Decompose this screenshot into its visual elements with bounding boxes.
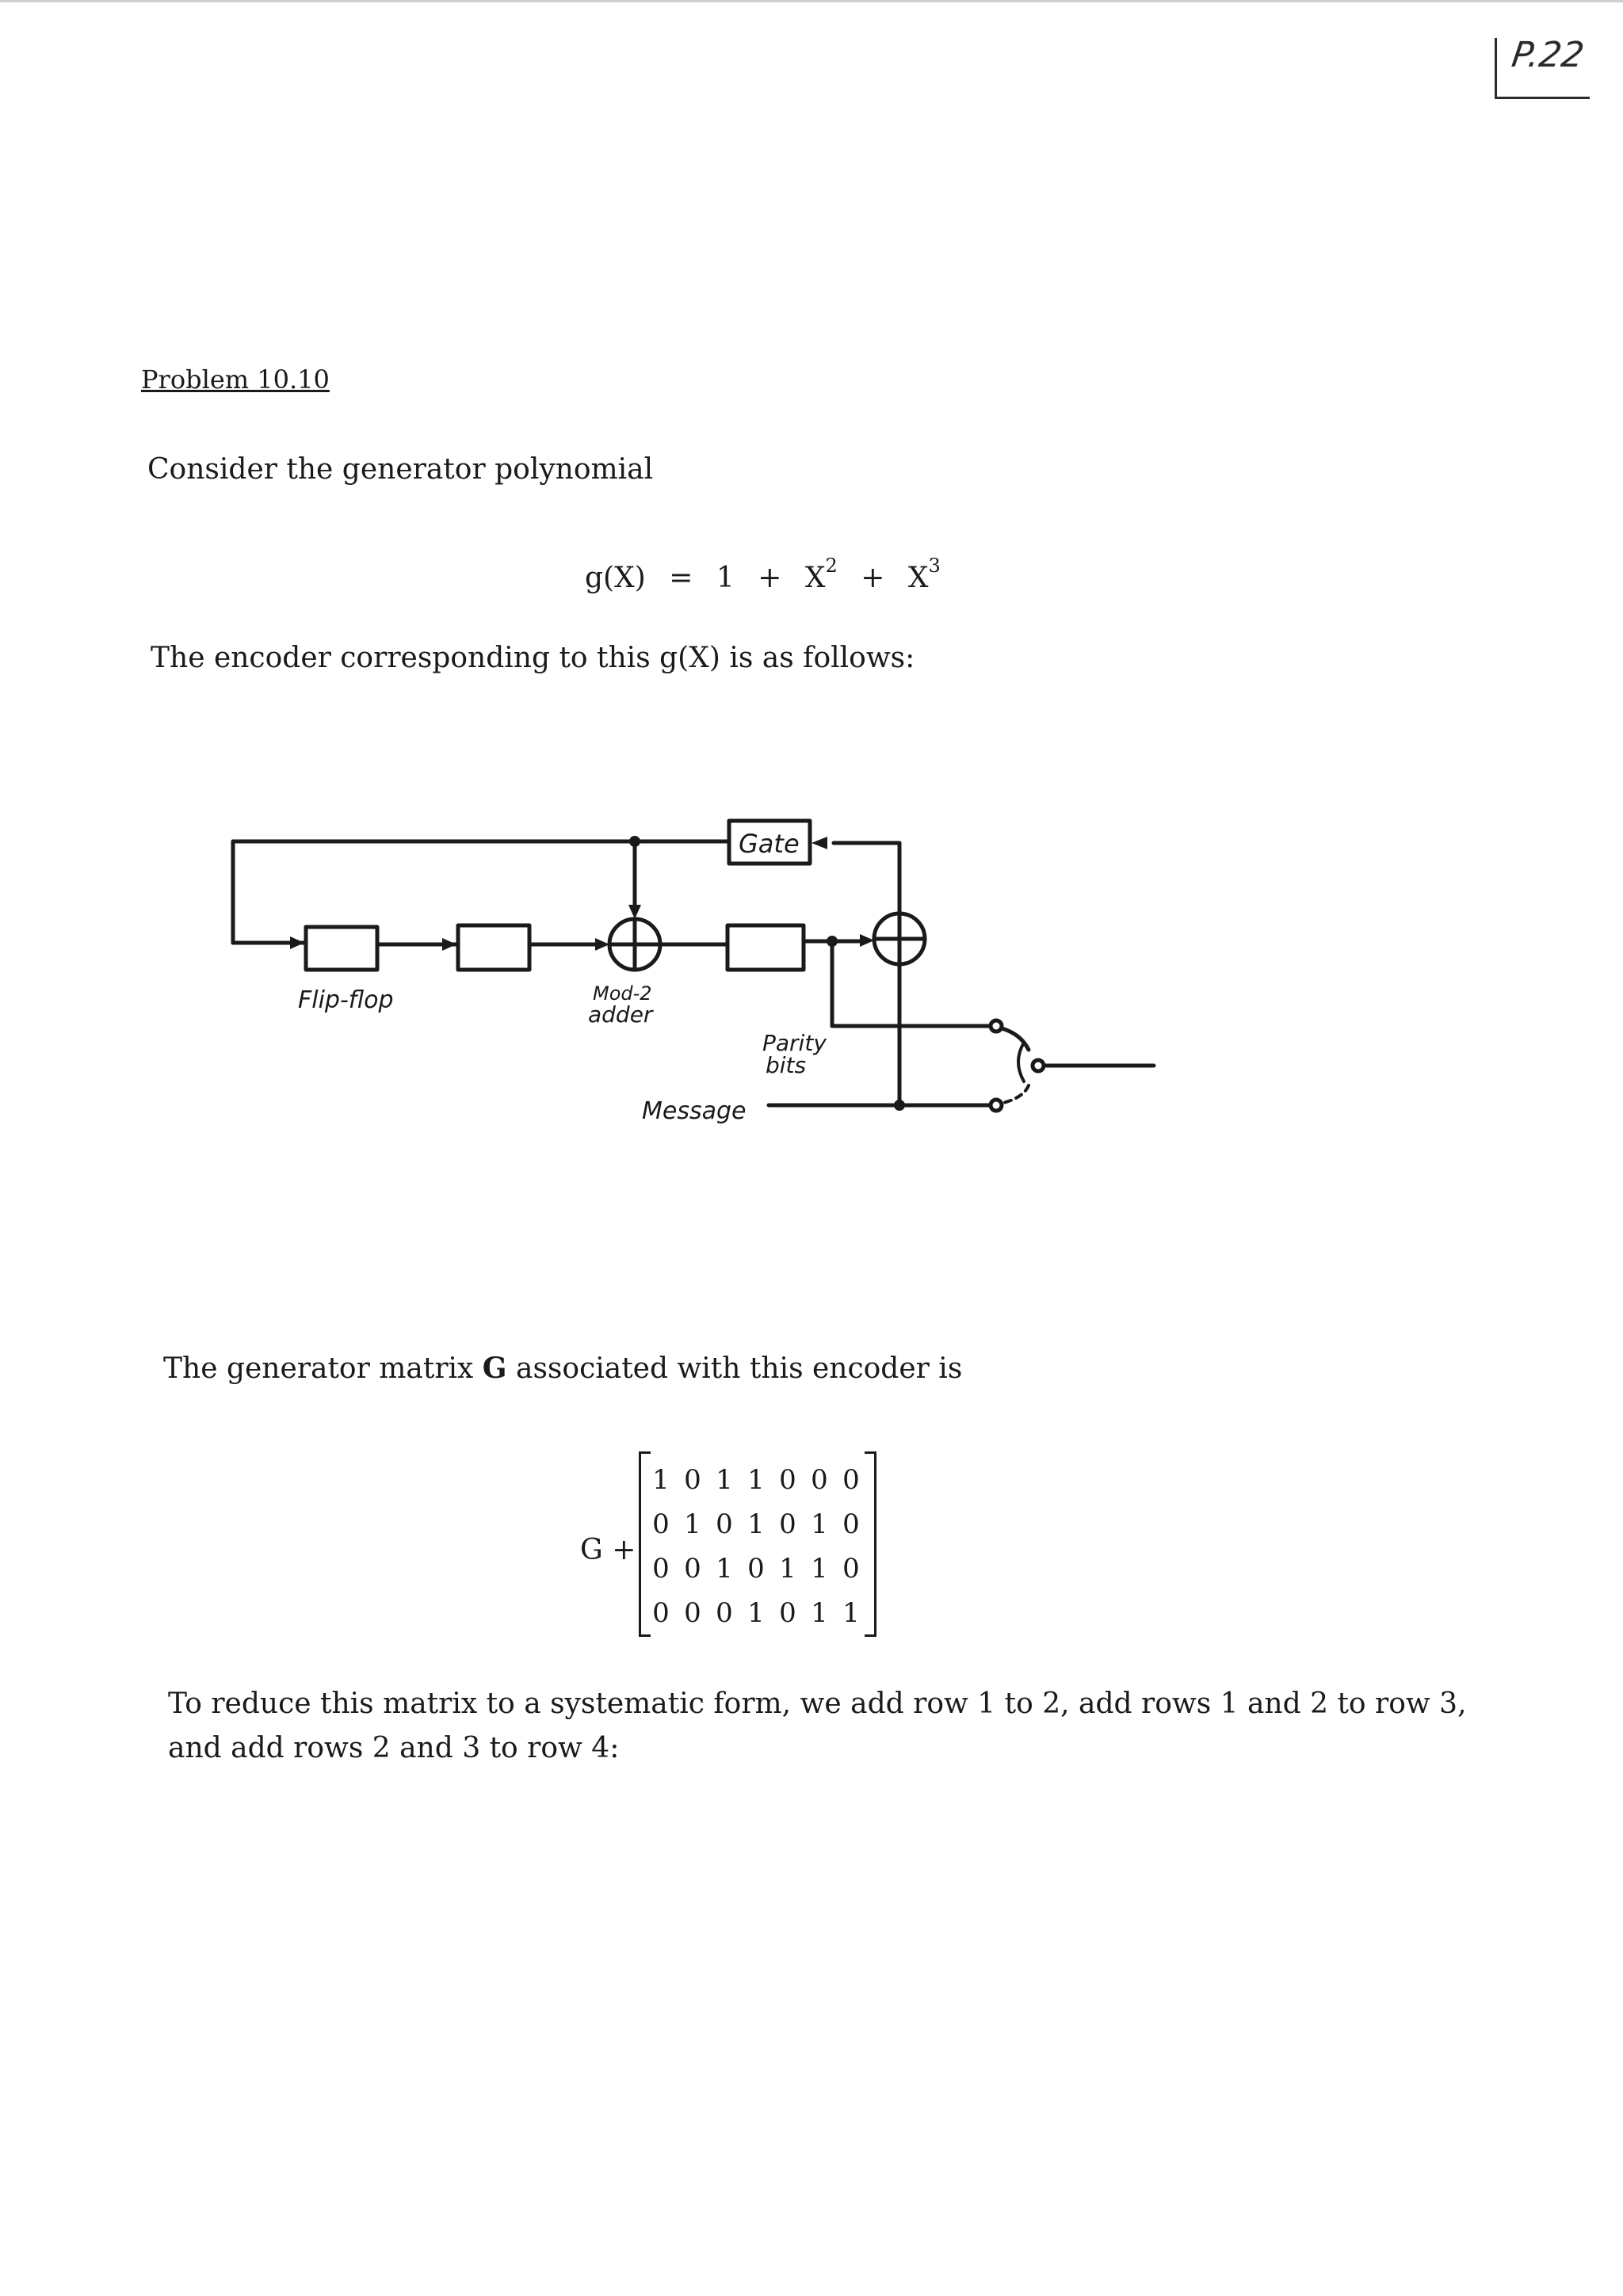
matrix-row — [645, 1502, 873, 1547]
reduce-paragraph-line1: To reduce this matrix to a systematic form, we add row 1 to 2, add rows 1 and 2 to row 3, — [168, 1688, 1467, 1720]
eq-x-1: X — [804, 562, 826, 594]
matrix-cell: 0 — [842, 1464, 860, 1496]
flip-flop-label: Flip-flop — [298, 986, 394, 1014]
arrow-into-adder2 — [860, 934, 874, 947]
page-tag-bracket-bottom — [1495, 97, 1590, 99]
eq-one: 1 — [716, 562, 735, 594]
encoder-intro-paragraph: The encoder corresponding to this g(X) is as follows: — [151, 642, 915, 674]
matrix-row — [645, 1458, 873, 1502]
eq-plus-1: + — [758, 562, 782, 594]
matrix-cell: 1 — [747, 1508, 765, 1540]
page-tag-bracket-left — [1495, 38, 1497, 98]
matrix-cell: 1 — [652, 1464, 670, 1496]
eq-equals: = — [669, 562, 693, 594]
matrix-cell: 0 — [652, 1508, 670, 1540]
gate-label: Gate — [739, 829, 800, 859]
matrix-cell: 0 — [842, 1553, 860, 1585]
matrix-cell: 0 — [811, 1464, 828, 1496]
parity-label-line2: bits — [766, 1052, 807, 1078]
matrix-cell: 0 — [684, 1464, 701, 1496]
matrix-cell: 1 — [716, 1464, 733, 1496]
matrix-intro-after: associated with this encoder is — [506, 1352, 963, 1385]
matrix-intro-bold: G — [482, 1352, 507, 1385]
flip-flop-register-2 — [458, 925, 529, 970]
top-rule — [0, 0, 1623, 2]
flip-flop-register-1 — [306, 927, 377, 970]
matrix-cell: 0 — [684, 1553, 701, 1585]
matrix-grid — [645, 1458, 873, 1635]
matrix-cell: 0 — [842, 1508, 860, 1540]
matrix-cell: 0 — [716, 1508, 733, 1540]
matrix-intro-paragraph — [163, 1352, 962, 1385]
matrix-cell: 1 — [747, 1597, 765, 1629]
matrix-cell: 0 — [747, 1553, 765, 1585]
eq-x-2: X — [907, 562, 929, 594]
matrix-cell: 0 — [779, 1508, 796, 1540]
matrix-cell: 0 — [779, 1597, 796, 1629]
eq-exp-2: 2 — [825, 555, 838, 577]
matrix-cell: 1 — [811, 1553, 828, 1585]
arrow-into-gate — [812, 837, 827, 849]
matrix-cell: 0 — [652, 1553, 670, 1585]
matrix-cell: 1 — [684, 1508, 701, 1540]
switch-contact-parity — [991, 1020, 1002, 1032]
page-tag — [1484, 32, 1587, 103]
matrix-cell: 1 — [811, 1508, 828, 1540]
eq-plus-2: + — [861, 562, 885, 594]
arrow-into-ff2 — [442, 938, 456, 951]
matrix-cell: 1 — [811, 1597, 828, 1629]
eq-exp-3: 3 — [928, 555, 941, 577]
eq-lhs: g(X) — [585, 562, 646, 594]
switch-arm — [1002, 1028, 1029, 1050]
generator-polynomial — [585, 555, 941, 594]
arrow-down-adder1 — [628, 905, 641, 919]
arrow-into-ff1 — [290, 936, 304, 949]
matrix-cell: 0 — [716, 1597, 733, 1629]
adder-label-line2: adder — [588, 1001, 653, 1028]
matrix-cell: 1 — [747, 1464, 765, 1496]
matrix-cell: 0 — [652, 1597, 670, 1629]
matrix-label: G + — [580, 1534, 636, 1566]
flip-flop-register-3 — [727, 925, 804, 970]
reduce-paragraph-line2: and add rows 2 and 3 to row 4: — [168, 1732, 620, 1764]
intro-paragraph: Consider the generator polynomial — [147, 453, 654, 486]
matrix-cell: 1 — [716, 1553, 733, 1585]
message-label: Message — [642, 1097, 747, 1125]
arrow-into-adder1 — [595, 938, 609, 951]
matrix-cell: 0 — [779, 1464, 796, 1496]
matrix-cell: 0 — [684, 1597, 701, 1629]
generator-matrix — [639, 1451, 876, 1635]
encoder-diagram — [214, 808, 1165, 1157]
adder-label-line1: Mod-2 — [593, 982, 652, 1005]
matrix-cell: 1 — [842, 1597, 860, 1629]
matrix-row — [645, 1591, 873, 1635]
matrix-intro-before: The generator matrix — [163, 1352, 483, 1385]
matrix-cell: 1 — [779, 1553, 796, 1585]
parity-label-line1: Parity — [762, 1030, 827, 1056]
page-tag-text: P.22 — [1509, 35, 1587, 75]
switch-contact-message — [991, 1100, 1002, 1111]
junction-top — [629, 836, 640, 847]
junction-message — [894, 1100, 905, 1111]
matrix-row — [645, 1547, 873, 1591]
problem-heading: Problem 10.10 — [141, 364, 330, 395]
junction-parity — [827, 936, 838, 947]
